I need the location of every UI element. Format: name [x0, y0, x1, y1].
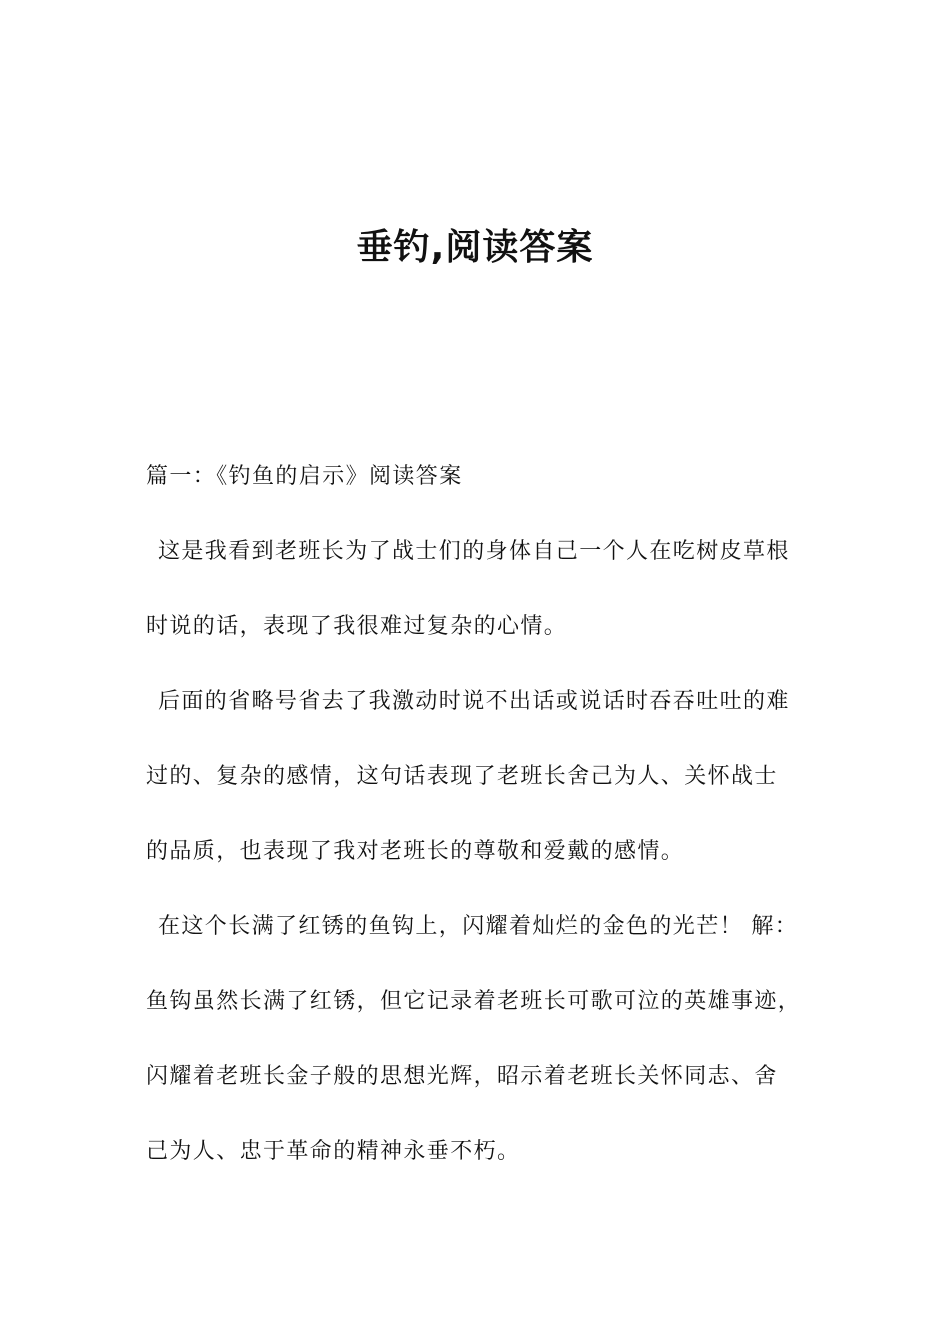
section-heading: 篇一：《钓鱼的启示》阅读答案 [146, 464, 463, 489]
paragraph-line: 这是我看到老班长为了战士们的身体自己一个人在吃树皮草根 [158, 539, 790, 564]
document-title: 垂钓,阅读答案 [356, 227, 594, 268]
paragraph-line: 在这个长满了红锈的鱼钩上，闪耀着灿烂的金色的光芒！ 解： [158, 914, 799, 939]
document-body [146, 453, 832, 1203]
paragraph-line: 的品质，也表现了我对老班长的尊敬和爱戴的感情。 [146, 839, 685, 864]
paragraph-line: 鱼钩虽然长满了红锈，但它记录着老班长可歌可泣的英雄事迹， [146, 989, 802, 1014]
paragraph-line: 过的、复杂的感情，这句话表现了老班长舍己为人、关怀战士 [146, 764, 778, 789]
paragraph-line: 闪耀着老班长金子般的思想光辉，昭示着老班长关怀同志、舍 [146, 1064, 778, 1089]
paragraph-line: 时说的话，表现了我很难过复杂的心情。 [146, 614, 568, 639]
paragraph-line: 后面的省略号省去了我激动时说不出话或说话时吞吞吐吐的难 [158, 689, 790, 714]
paragraph-line: 己为人、忠于革命的精神永垂不朽。 [146, 1139, 521, 1164]
